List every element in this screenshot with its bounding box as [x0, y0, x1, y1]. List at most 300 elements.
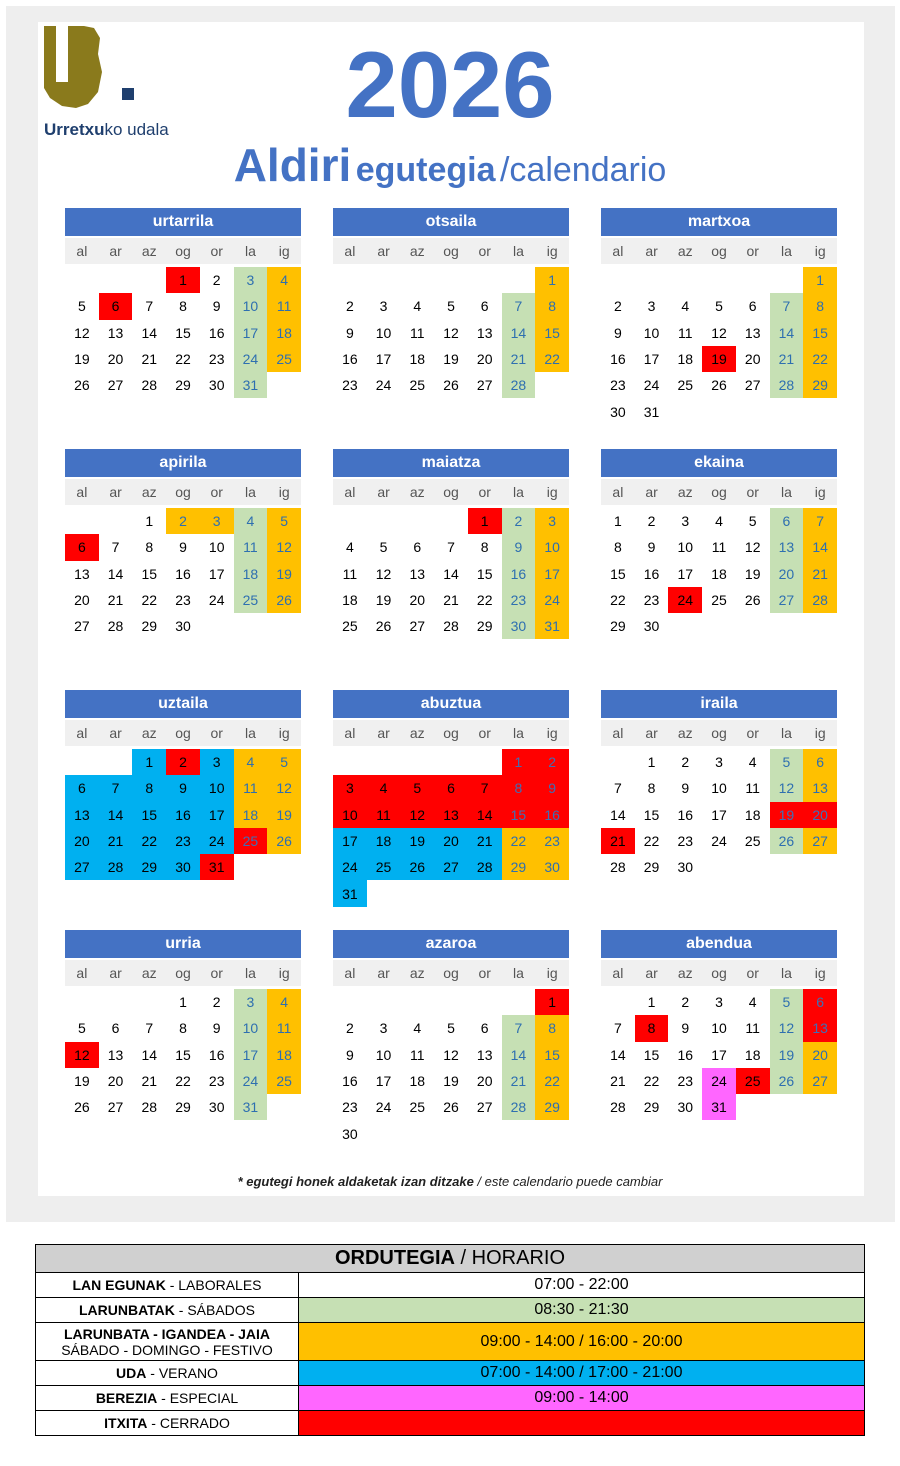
empty-cell — [65, 508, 99, 534]
empty-cell — [65, 989, 99, 1015]
day-cell: 6 — [480, 1020, 489, 1037]
month-name: urtarrila — [65, 208, 301, 236]
weekday-label: or — [478, 725, 491, 741]
day-cell: 28 — [610, 859, 626, 876]
day-cell: 4 — [234, 508, 268, 534]
day-cell: 4 — [345, 539, 354, 556]
day-cell: 6 — [770, 508, 804, 534]
day-cell: 29 — [141, 618, 158, 635]
weekday-row — [601, 720, 837, 746]
day-cell: 30 — [643, 618, 660, 635]
day-cell: 31 — [234, 1094, 268, 1120]
disclaimer-note — [0, 1174, 900, 1189]
day-cell: 8 — [132, 775, 166, 801]
schedule-label-bold: ITXITA — [104, 1415, 148, 1431]
note-bold: * egutegi honek aldaketak izan ditzake — [237, 1174, 474, 1189]
weekday-label: az — [677, 965, 693, 981]
day-cell: 27 — [476, 1099, 493, 1116]
month-name: apirila — [65, 449, 301, 477]
day-cell: 3 — [647, 298, 656, 315]
day-cell: 3 — [379, 298, 388, 315]
day-cell: 27 — [434, 854, 468, 880]
weekday-label: or — [478, 484, 491, 500]
day-cell: 23 — [502, 587, 536, 613]
day-cell: 6 — [111, 1020, 120, 1037]
day-cell: 16 — [677, 1046, 694, 1063]
day-cell: 8 — [145, 539, 154, 556]
day-cell: 20 — [744, 351, 761, 368]
weekday-label: ig — [278, 484, 290, 500]
day-cell: 17 — [208, 565, 225, 582]
day-cell: 25 — [677, 377, 694, 394]
weekday-label: or — [746, 484, 759, 500]
weekday-label: la — [245, 725, 256, 741]
weekday-label: or — [210, 484, 223, 500]
day-cell: 27 — [476, 377, 493, 394]
weekday-label: az — [409, 484, 425, 500]
empty-cell — [99, 267, 133, 293]
day-cell: 3 — [234, 989, 268, 1015]
day-cell: 27 — [107, 377, 124, 394]
empty-cell — [434, 508, 468, 534]
day-cell: 20 — [409, 592, 426, 609]
day-cell: 19 — [702, 346, 736, 372]
day-cell: 9 — [212, 298, 221, 315]
day-cell: 25 — [409, 377, 426, 394]
day-cell: 13 — [476, 324, 493, 341]
day-cell: 8 — [535, 1015, 569, 1041]
weekday-label: ig — [814, 965, 826, 981]
day-cell: 30 — [677, 1099, 694, 1116]
day-cell: 1 — [647, 754, 656, 771]
day-cell: 23 — [643, 592, 660, 609]
weekday-label: al — [76, 725, 88, 741]
day-cell: 3 — [715, 754, 723, 771]
day-cell: 31 — [643, 403, 660, 420]
day-cell: 31 — [234, 372, 268, 398]
days-grid — [601, 267, 837, 425]
day-cell: 7 — [145, 298, 154, 315]
weekday-label: az — [141, 243, 157, 259]
day-cell: 8 — [613, 539, 622, 556]
day-cell: 6 — [480, 298, 489, 315]
empty-cell — [65, 267, 99, 293]
weekday-label: ig — [546, 965, 558, 981]
empty-cell — [601, 989, 635, 1015]
schedule-value: 07:00 - 22:00 — [299, 1273, 865, 1298]
day-cell: 13 — [744, 324, 761, 341]
weekday-row — [601, 238, 837, 264]
weekday-row — [601, 960, 837, 986]
day-cell: 1 — [468, 508, 502, 534]
day-cell: 11 — [234, 775, 268, 801]
day-cell: 5 — [379, 539, 388, 556]
day-cell: 2 — [212, 272, 221, 289]
day-cell: 18 — [409, 351, 426, 368]
weekday-label: ar — [109, 725, 122, 741]
day-cell: 2 — [345, 298, 354, 315]
day-cell: 9 — [179, 539, 187, 556]
day-cell: 7 — [447, 539, 455, 556]
day-cell: 19 — [400, 828, 434, 854]
day-cell: 4 — [234, 749, 268, 775]
day-cell: 30 — [535, 854, 569, 880]
day-cell: 4 — [413, 1020, 422, 1037]
day-cell: 27 — [803, 1068, 837, 1094]
day-cell: 9 — [647, 539, 656, 556]
day-cell: 12 — [744, 539, 761, 556]
day-cell: 26 — [375, 618, 392, 635]
day-cell: 29 — [476, 618, 493, 635]
weekday-label: og — [175, 725, 191, 741]
day-cell: 15 — [610, 565, 626, 582]
day-cell: 21 — [141, 351, 158, 368]
day-cell: 3 — [681, 513, 690, 530]
day-cell: 26 — [770, 828, 804, 854]
day-cell: 22 — [643, 1073, 660, 1090]
day-cell: 5 — [770, 749, 804, 775]
day-cell: 29 — [803, 372, 837, 398]
day-cell: 22 — [502, 828, 536, 854]
day-cell: 30 — [166, 854, 200, 880]
day-cell: 24 — [375, 1099, 392, 1116]
empty-cell — [434, 989, 468, 1015]
weekday-label: al — [344, 725, 356, 741]
day-cell: 5 — [400, 775, 434, 801]
day-cell: 16 — [342, 1073, 358, 1090]
weekday-label: or — [746, 965, 759, 981]
day-cell: 31 — [333, 880, 367, 906]
day-cell: 26 — [74, 377, 90, 394]
day-cell: 26 — [711, 377, 727, 394]
day-cell: 12 — [711, 324, 727, 341]
day-cell: 19 — [74, 351, 90, 368]
schedule-title-bold: ORDUTEGIA — [334, 1247, 455, 1269]
day-cell: 17 — [200, 802, 234, 828]
empty-cell — [502, 989, 536, 1015]
weekday-label: la — [781, 725, 792, 741]
month-uztaila — [65, 690, 301, 880]
weekday-label: la — [781, 243, 792, 259]
day-cell: 6 — [65, 534, 99, 560]
day-cell: 7 — [145, 1020, 154, 1037]
days-grid — [601, 508, 837, 639]
weekday-row — [65, 479, 301, 505]
day-cell: 26 — [267, 587, 301, 613]
day-cell: 12 — [267, 534, 301, 560]
day-cell: 23 — [166, 828, 200, 854]
weekday-label: ar — [377, 243, 390, 259]
day-cell: 14 — [610, 806, 626, 823]
weekday-label: ar — [645, 965, 658, 981]
weekday-row — [65, 960, 301, 986]
day-cell: 15 — [643, 806, 660, 823]
day-cell: 18 — [367, 828, 401, 854]
day-cell: 16 — [502, 561, 536, 587]
day-cell: 12 — [770, 775, 804, 801]
logo-mark-icon — [42, 24, 142, 124]
day-cell: 25 — [267, 346, 301, 372]
day-cell: 19 — [744, 565, 761, 582]
day-cell: 9 — [166, 775, 200, 801]
weekday-label: la — [513, 243, 524, 259]
day-cell: 8 — [803, 293, 837, 319]
day-cell: 21 — [770, 346, 804, 372]
weekday-label: og — [443, 725, 459, 741]
day-cell: 17 — [234, 1042, 268, 1068]
day-cell: 29 — [502, 854, 536, 880]
day-cell: 23 — [342, 1099, 358, 1116]
weekday-label: ar — [645, 484, 658, 500]
empty-cell — [601, 749, 635, 775]
day-cell: 16 — [208, 324, 225, 341]
day-cell: 27 — [770, 587, 804, 613]
day-cell: 29 — [535, 1094, 569, 1120]
weekday-label: al — [612, 725, 624, 741]
year-title: 2026 — [345, 32, 555, 137]
day-cell: 4 — [267, 267, 301, 293]
day-cell: 7 — [803, 508, 837, 534]
empty-cell — [333, 267, 367, 293]
weekday-label: al — [612, 965, 624, 981]
weekday-label: or — [210, 243, 223, 259]
day-cell: 29 — [175, 377, 191, 394]
day-cell: 13 — [803, 1015, 837, 1041]
day-cell: 5 — [77, 298, 86, 315]
day-cell: 31 — [702, 1094, 736, 1120]
day-cell: 26 — [74, 1099, 90, 1116]
weekday-row — [333, 960, 569, 986]
day-cell: 21 — [610, 1073, 626, 1090]
day-cell: 9 — [212, 1020, 221, 1037]
day-cell: 26 — [443, 377, 459, 394]
weekday-label: la — [781, 965, 792, 981]
month-otsaila — [333, 208, 569, 398]
weekday-label: ig — [814, 725, 826, 741]
day-cell: 7 — [613, 1020, 622, 1037]
day-cell: 2 — [212, 994, 221, 1011]
day-cell: 27 — [803, 828, 837, 854]
month-name: maiatza — [333, 449, 569, 477]
day-cell: 1 — [179, 994, 187, 1011]
day-cell: 20 — [476, 351, 493, 368]
day-cell: 13 — [74, 565, 90, 582]
day-cell: 11 — [745, 1020, 760, 1037]
weekday-label: ig — [814, 243, 826, 259]
day-cell: 20 — [107, 351, 124, 368]
day-cell: 7 — [111, 539, 120, 556]
weekday-row — [601, 479, 837, 505]
day-cell: 14 — [141, 324, 158, 341]
day-cell: 19 — [443, 351, 459, 368]
day-cell: 8 — [535, 293, 569, 319]
day-cell: 10 — [643, 324, 660, 341]
empty-cell — [132, 267, 166, 293]
day-cell: 24 — [234, 1068, 268, 1094]
day-cell: 2 — [613, 298, 622, 315]
day-cell: 19 — [267, 561, 301, 587]
weekday-label: az — [409, 725, 425, 741]
day-cell: 3 — [200, 749, 234, 775]
weekday-label: al — [76, 243, 88, 259]
weekday-label: og — [443, 243, 459, 259]
empty-cell — [367, 508, 401, 534]
schedule-label-regular: - CERRADO — [147, 1415, 230, 1431]
schedule-value: 07:00 - 14:00 / 17:00 - 21:00 — [299, 1361, 865, 1386]
day-cell: 11 — [267, 293, 301, 319]
schedule-label — [36, 1273, 299, 1298]
day-cell: 3 — [715, 994, 723, 1011]
subtitle-mid: egutegia — [355, 151, 496, 189]
day-cell: 27 — [65, 854, 99, 880]
day-cell: 4 — [367, 775, 401, 801]
weekday-label: az — [141, 725, 157, 741]
day-cell: 30 — [342, 1125, 358, 1142]
day-cell: 14 — [502, 1042, 536, 1068]
day-cell: 15 — [535, 320, 569, 346]
day-cell: 10 — [711, 1020, 727, 1037]
schedule-label-regular: - SÁBADOS — [174, 1302, 256, 1318]
day-cell: 15 — [643, 1046, 660, 1063]
weekday-label: ig — [814, 484, 826, 500]
empty-cell — [400, 508, 434, 534]
schedule-label-bold: LARUNBATAK — [78, 1302, 175, 1318]
weekday-label: la — [513, 725, 524, 741]
day-cell: 24 — [208, 592, 225, 609]
weekday-label: al — [344, 484, 356, 500]
day-cell: 29 — [643, 859, 660, 876]
schedule-label — [36, 1361, 299, 1386]
day-cell: 14 — [468, 802, 502, 828]
weekday-label: ar — [109, 243, 122, 259]
schedule-row — [36, 1361, 865, 1386]
day-cell: 17 — [375, 351, 392, 368]
empty-cell — [468, 989, 502, 1015]
day-cell: 23 — [342, 377, 358, 394]
day-cell: 24 — [535, 587, 569, 613]
empty-cell — [65, 749, 99, 775]
day-cell: 8 — [502, 775, 536, 801]
day-cell: 16 — [643, 565, 660, 582]
empty-cell — [770, 267, 804, 293]
day-cell: 17 — [677, 565, 694, 582]
day-cell: 12 — [65, 1042, 99, 1068]
empty-cell — [400, 989, 434, 1015]
day-cell: 11 — [367, 802, 401, 828]
day-cell: 14 — [770, 320, 804, 346]
day-cell: 7 — [502, 293, 536, 319]
day-cell: 24 — [643, 377, 660, 394]
schedule-label-bold: BEREZIA — [95, 1390, 158, 1406]
month-urria — [65, 930, 301, 1120]
day-cell: 20 — [74, 592, 90, 609]
day-cell: 29 — [610, 618, 626, 635]
day-cell: 11 — [267, 1015, 301, 1041]
weekday-label: az — [141, 965, 157, 981]
schedule-label — [36, 1411, 299, 1436]
day-cell: 24 — [234, 346, 268, 372]
day-cell: 2 — [681, 754, 690, 771]
schedule-label — [36, 1386, 299, 1411]
empty-cell — [668, 267, 702, 293]
weekday-label: ar — [377, 484, 390, 500]
weekday-label: og — [711, 725, 727, 741]
day-cell: 13 — [476, 1046, 493, 1063]
day-cell: 16 — [535, 802, 569, 828]
day-cell: 8 — [179, 1020, 187, 1037]
day-cell: 2 — [681, 994, 690, 1011]
day-cell: 13 — [107, 324, 124, 341]
month-martxoa — [601, 208, 837, 425]
day-cell: 7 — [502, 1015, 536, 1041]
empty-cell — [736, 267, 770, 293]
days-grid — [333, 749, 569, 907]
municipality-logo — [42, 24, 212, 144]
empty-cell — [702, 267, 736, 293]
day-cell: 6 — [413, 539, 422, 556]
days-grid — [333, 989, 569, 1147]
day-cell: 29 — [643, 1099, 660, 1116]
day-cell: 28 — [610, 1099, 626, 1116]
month-name: abendua — [601, 930, 837, 958]
day-cell: 21 — [141, 1073, 158, 1090]
day-cell: 13 — [803, 775, 837, 801]
day-cell: 2 — [647, 513, 656, 530]
day-cell: 30 — [208, 377, 225, 394]
empty-cell — [367, 267, 401, 293]
month-maiatza — [333, 449, 569, 639]
day-cell: 2 — [535, 749, 569, 775]
empty-cell — [99, 508, 133, 534]
schedule-value: 08:30 - 21:30 — [299, 1298, 865, 1323]
day-cell: 26 — [744, 592, 761, 609]
logo-text — [44, 120, 169, 140]
weekday-label: og — [711, 484, 727, 500]
day-cell: 5 — [267, 749, 301, 775]
day-cell: 1 — [166, 267, 200, 293]
day-cell: 20 — [803, 1042, 837, 1068]
day-cell: 6 — [65, 775, 99, 801]
day-cell: 10 — [677, 539, 694, 556]
day-cell: 18 — [234, 561, 268, 587]
day-cell: 10 — [208, 539, 225, 556]
day-cell: 1 — [613, 513, 622, 530]
day-cell: 9 — [535, 775, 569, 801]
day-cell: 29 — [175, 1099, 191, 1116]
day-cell: 12 — [375, 565, 392, 582]
day-cell: 20 — [434, 828, 468, 854]
schedule-row — [36, 1298, 865, 1323]
day-cell: 14 — [610, 1046, 626, 1063]
day-cell: 22 — [132, 828, 166, 854]
month-azaroa — [333, 930, 569, 1147]
weekday-label: la — [513, 484, 524, 500]
weekday-label: ig — [278, 725, 290, 741]
weekday-label: or — [746, 243, 759, 259]
day-cell: 14 — [443, 565, 459, 582]
weekday-label: ig — [278, 965, 290, 981]
day-cell: 22 — [141, 592, 158, 609]
day-cell: 23 — [610, 377, 626, 394]
month-name: abuztua — [333, 690, 569, 718]
day-cell: 30 — [502, 613, 536, 639]
weekday-label: la — [513, 965, 524, 981]
day-cell: 11 — [678, 324, 693, 341]
day-cell: 15 — [535, 1042, 569, 1068]
empty-cell — [635, 267, 669, 293]
days-grid — [333, 267, 569, 398]
day-cell: 12 — [74, 324, 90, 341]
